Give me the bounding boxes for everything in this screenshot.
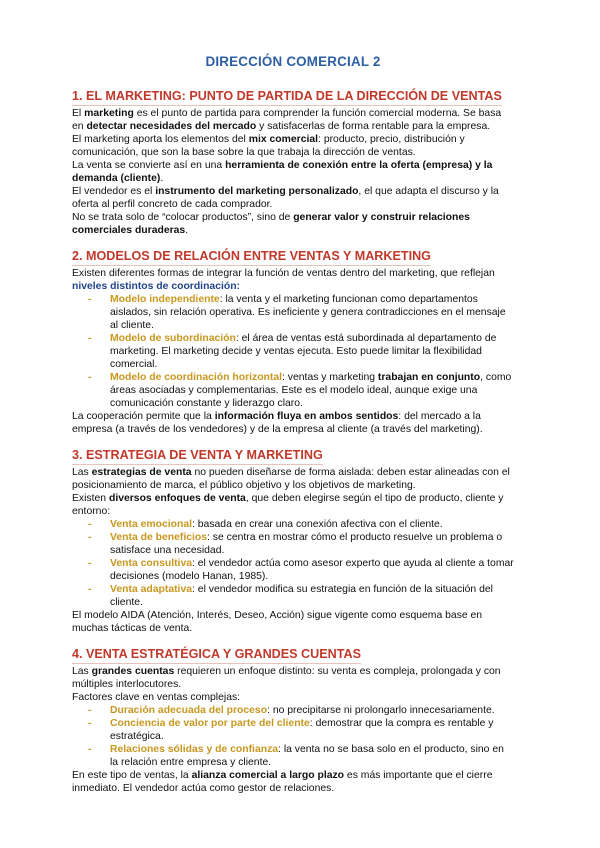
section-modelos: [72, 247, 514, 436]
paragraph: En este tipo de ventas, la alianza comercial a largo plazo es más importante que el cierre inmediato. El vendedor actúa como gestor de relaciones.: [72, 770, 493, 794]
paragraph: La cooperación permite que la información fluya en ambos sentidos: del mercado a la empresa (a través de los vendedores) y de la empresa al cliente (a través del marketing).: [72, 411, 483, 435]
paragraph: El vendedor es el instrumento del marketing personalizado, el que adapta el discurso y la oferta al perfil concreto de cada comprador.: [72, 186, 499, 210]
paragraph: El modelo AIDA (Atención, Interés, Deseo, Acción) sigue vigente como esquema base en muchas tácticas de venta.: [72, 610, 483, 634]
section-grandes-cuentas: [72, 645, 514, 795]
section-heading: 4. VENTA ESTRATÉGICA Y GRANDES CUENTAS: [72, 647, 361, 664]
bullet-list: [72, 704, 514, 769]
section-estrategia: [72, 446, 514, 635]
list-item: - Modelo de coordinación horizontal: ventas y marketing trabajan en conjunto, como áreas asociadas y complementarias. Este es el modelo ideal, aunque exige una comunicación constante y liderazgo claro.: [88, 372, 512, 409]
paragraph: Las estrategias de venta no pueden diseñarse de forma aislada: deben estar alineadas con el posicionamiento de marca, el público objetivo y los objetivos de marketing.: [72, 467, 510, 491]
paragraph: La venta se convierte así en una herramienta de conexión entre la oferta (empresa) y la demanda (cliente).: [72, 160, 493, 184]
paragraph: Las grandes cuentas requieren un enfoque distinto: su venta es compleja, prolongada y con múltiples interlocutores.: [72, 666, 501, 690]
section-heading: 3. ESTRATEGIA DE VENTA Y MARKETING: [72, 448, 323, 465]
bullet-list: [72, 293, 514, 410]
list-item: - Modelo independiente: la venta y el marketing funcionan como departamentos aislados, sin relación operativa. Es ineficiente y genera contradicciones en el mensaje al cliente.: [88, 294, 506, 331]
paragraph: El marketing aporta los elementos del mix comercial: producto, precio, distribución y comunicación, que son la base sobre la que trabaja la dirección de ventas.: [72, 134, 465, 158]
paragraph: Factores clave en ventas complejas:: [72, 692, 241, 703]
list-item: - Venta adaptativa: el vendedor modifica su estrategia en función de la situación del cliente.: [88, 584, 493, 608]
section-heading: 1. EL MARKETING: PUNTO DE PARTIDA DE LA DIRECCIÓN DE VENTAS: [72, 89, 502, 106]
list-item: - Modelo de subordinación: el área de ventas está subordinada al departamento de marketing. El marketing decide y ventas ejecuta. Esto puede limitar la flexibilidad comercial.: [88, 333, 497, 370]
paragraph: El marketing es el punto de partida para comprender la función comercial moderna. Se basa en detectar necesidades del mercado y satisfacerlas de forma rentable para la empresa.: [72, 108, 502, 132]
list-item: - Conciencia de valor por parte del cliente: demostrar que la compra es rentable y estratégica.: [88, 718, 494, 742]
paragraph: No se trata solo de “colocar productos”, sino de generar valor y construir relaciones comerciales duraderas.: [72, 212, 470, 236]
list-item: - Relaciones sólidas y de confianza: la venta no se basa solo en el producto, sino en la relación entre empresa y cliente.: [88, 744, 504, 768]
bullet-list: [72, 518, 514, 609]
section-heading: 2. MODELOS DE RELACIÓN ENTRE VENTAS Y MARKETING: [72, 249, 431, 266]
list-item: - Venta emocional: basada en crear una conexión afectiva con el cliente.: [88, 519, 443, 530]
section-marketing: [72, 87, 514, 237]
document-title: DIRECCIÓN COMERCIAL 2: [205, 54, 381, 69]
list-item: - Venta consultiva: el vendedor actúa como asesor experto que ayuda al cliente a tomar decisiones (modelo Hanan, 1985).: [88, 558, 514, 582]
paragraph: Existen diversos enfoques de venta, que deben elegirse según el tipo de producto, cliente y entorno:: [72, 493, 504, 517]
paragraph: Existen diferentes formas de integrar la función de ventas dentro del marketing, que reflejan niveles distintos de coordinación:: [72, 268, 495, 292]
list-item: - Duración adecuada del proceso: no precipitarse ni prolongarlo innecesariamente.: [88, 705, 495, 716]
list-item: - Venta de beneficios: se centra en mostrar cómo el producto resuelve un problema o satisface una necesidad.: [88, 532, 503, 556]
